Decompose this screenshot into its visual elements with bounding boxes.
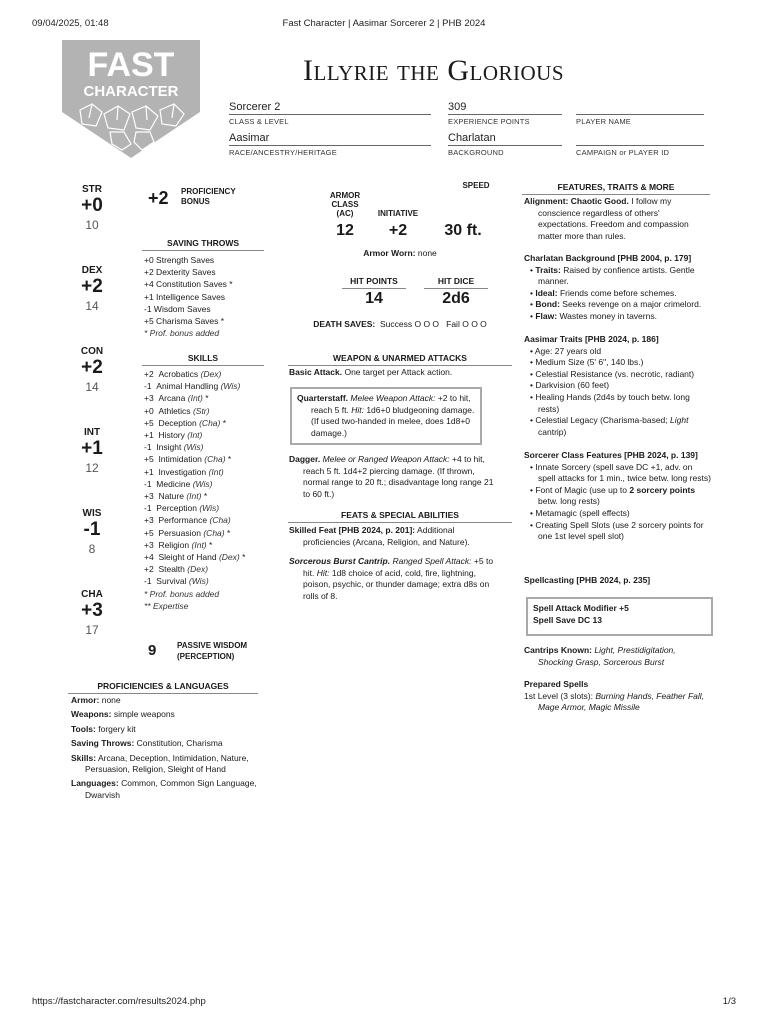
hit-points-value: 14 bbox=[365, 290, 383, 307]
bg-flaw: • Flaw: Wastes money in taverns. bbox=[530, 310, 657, 321]
saving-throws-heading: SAVING THROWS bbox=[142, 238, 264, 251]
proficiency-label-line: BONUS bbox=[181, 197, 210, 206]
print-header bbox=[32, 18, 736, 30]
xp-caption: EXPERIENCE POINTS bbox=[448, 117, 530, 126]
skill-item: +3 Religion (Int) * bbox=[144, 539, 213, 550]
saving-throws-list bbox=[144, 254, 264, 339]
speed-value: 30 ft. bbox=[444, 222, 482, 239]
saving-throw-item: +2 Dexterity Saves bbox=[144, 267, 216, 278]
aasimar-item: • Medium Size (5' 6", 140 lbs.) bbox=[530, 357, 644, 368]
skill-item: +3 Nature (Int) * bbox=[144, 491, 208, 502]
bg-traits: • Traits: Raised by confience artists. Gentle manner. bbox=[530, 264, 695, 287]
saving-throw-item: +5 Charisma Saves * bbox=[144, 316, 225, 327]
skill-item: +5 Deception (Cha) * bbox=[144, 417, 227, 428]
passive-value: 9 bbox=[148, 642, 157, 659]
skill-item: -1 Survival (Wis) bbox=[144, 576, 209, 587]
player-name-caption: PLAYER NAME bbox=[576, 117, 631, 126]
ability-score: 8 bbox=[88, 542, 96, 556]
spell-stats bbox=[533, 603, 703, 626]
page-number: 1/3 bbox=[722, 996, 736, 1007]
bullet-icon: • bbox=[530, 345, 533, 356]
ability-int bbox=[72, 427, 112, 475]
saving-throw-item: +0 Strength Saves bbox=[144, 255, 215, 265]
bg-ideal: • Ideal: Friends come before schemes. bbox=[530, 287, 677, 298]
bullet-icon: • bbox=[530, 415, 533, 426]
attacks-heading: WEAPON & UNARMED ATTACKS bbox=[288, 353, 512, 366]
ability-modifier: +0 bbox=[81, 195, 103, 216]
ability-modifier: +3 bbox=[81, 600, 103, 621]
initiative-label: INITIATIVE bbox=[377, 209, 419, 218]
proficiencies-heading: PROFICIENCIES & LANGUAGES bbox=[68, 681, 258, 694]
skill-item: -1 Perception (Wis) bbox=[144, 503, 220, 514]
ability-wis bbox=[72, 508, 112, 556]
death-saves-success-label: Success bbox=[379, 319, 413, 329]
ability-score: 14 bbox=[85, 380, 99, 394]
armor-class-label bbox=[320, 191, 370, 218]
skill-item: +5 Persuasion (Cha) * bbox=[144, 527, 231, 538]
ability-name: DEX bbox=[81, 265, 103, 276]
prof-saving-throws: Saving Throws: Constitution, Charisma bbox=[71, 738, 223, 749]
race-caption: RACE/ANCESTRY/HERITAGE bbox=[229, 148, 337, 157]
race-value: Aasimar bbox=[229, 132, 270, 144]
armor-worn-value: none bbox=[417, 248, 437, 258]
skill-item: +2 Stealth (Dex) bbox=[144, 564, 209, 575]
hit-points-label: HIT POINTS bbox=[342, 276, 406, 289]
ability-modifier: +2 bbox=[81, 276, 103, 297]
prof-armor: Armor: none bbox=[71, 695, 121, 705]
armor-class-label-line: CLASS bbox=[331, 200, 359, 209]
saving-throw-item: +4 Constitution Saves * bbox=[144, 279, 233, 290]
bullet-icon: • bbox=[530, 299, 533, 310]
bullet-icon: • bbox=[530, 310, 533, 321]
player-name-field bbox=[576, 100, 704, 126]
ability-score: 14 bbox=[85, 299, 99, 313]
document-title: Fast Character | Aasimar Sorcerer 2 | PHB 2024 bbox=[282, 18, 486, 29]
ability-modifier: +2 bbox=[81, 357, 103, 378]
background-field bbox=[448, 131, 562, 157]
features-heading: FEATURES, TRAITS & MORE bbox=[522, 182, 710, 195]
skill-item: -1 Medicine (Wis) bbox=[144, 478, 213, 489]
basic-attack: Basic Attack. One target per Attack action. bbox=[289, 367, 453, 377]
death-saves-fail-label: Fail bbox=[446, 319, 460, 329]
armor-worn-label: Armor Worn: bbox=[363, 248, 416, 258]
class-level-field bbox=[229, 100, 431, 126]
player-name-value bbox=[576, 100, 704, 114]
charlatan-title: Charlatan Background [PHB 2004, p. 179] bbox=[524, 253, 692, 263]
initiative-value: +2 bbox=[388, 222, 408, 239]
sorcerer-title: Sorcerer Class Features [PHB 2024, p. 139] bbox=[524, 450, 698, 460]
skill-item: +4 Sleight of Hand (Dex) * bbox=[144, 552, 246, 563]
bullet-icon: • bbox=[530, 264, 533, 275]
bg-bond: • Bond: Seeks revenge on a major crimelord. bbox=[530, 299, 702, 310]
aasimar-legacy: • Celestial Legacy (Charisma-based; Light cantrip) bbox=[530, 415, 689, 437]
skill-item: +2 Acrobatics (Dex) bbox=[144, 369, 222, 379]
prof-tools: Tools: forgery kit bbox=[71, 723, 136, 734]
passive-label-line: PASSIVE WISDOM bbox=[177, 641, 248, 650]
skill-item: -1 Animal Handling (Wis) bbox=[144, 381, 241, 392]
skills-heading: SKILLS bbox=[142, 353, 264, 366]
print-timestamp: 09/04/2025, 01:48 bbox=[32, 18, 109, 29]
alignment: Alignment: Chaotic Good. I follow my conscience regardless of others' expectations. Freedom and compassion matter more than rules. bbox=[524, 196, 689, 241]
level1-spells: 1st Level (3 slots): Burning Hands, Feather Fall, Mage Armor, Magic Missile bbox=[524, 690, 705, 713]
background-caption: BACKGROUND bbox=[448, 148, 504, 157]
prof-skills: Skills: Arcana, Deception, Intimidation, Nature, Persuasion, Religion, Sleight of Hand bbox=[71, 752, 249, 775]
bullet-icon: • bbox=[530, 287, 533, 298]
dagger-attack: Dagger. Melee or Ranged Weapon Attack: +4 to hit, reach 5 ft. 1d4+2 piercing damage. (If thrown, normal range to 20 ft.; disadvantage long range 21 to 60 ft.) bbox=[289, 454, 494, 499]
bullet-icon: • bbox=[530, 507, 533, 518]
ability-modifier: -1 bbox=[83, 519, 101, 540]
aasimar-item: • Darkvision (60 feet) bbox=[530, 380, 610, 391]
skill-item: -1 Insight (Wis) bbox=[144, 442, 204, 453]
print-footer bbox=[32, 996, 736, 1008]
ability-modifier: +1 bbox=[81, 438, 103, 459]
page-url: https://fastcharacter.com/results2024.php bbox=[32, 996, 206, 1007]
creating-spell-slots: • Creating Spell Slots (use 2 sorcery points for one 1st level spell slot) bbox=[530, 519, 704, 542]
proficiency-value: +2 bbox=[148, 188, 169, 208]
fail-circles[interactable]: O O O bbox=[462, 319, 487, 329]
proficiencies-list bbox=[71, 695, 257, 801]
aasimar-title: Aasimar Traits [PHB 2024, p. 186] bbox=[524, 334, 659, 344]
bullet-icon: • bbox=[530, 484, 533, 495]
skill-item: +1 History (Int) bbox=[144, 430, 203, 441]
sorcerer-features bbox=[524, 450, 712, 543]
hit-dice-label: HIT DICE bbox=[424, 276, 488, 289]
cantrips-known: Cantrips Known: Light, Prestidigitation, Shocking Grasp, Sorcerous Burst bbox=[524, 645, 676, 667]
passive-label bbox=[177, 641, 247, 662]
font-of-magic: • Font of Magic (use up to 2 sorcery points betw. long rests) bbox=[530, 484, 696, 507]
ability-name: WIS bbox=[82, 508, 102, 519]
saving-throw-item: -1 Wisdom Saves bbox=[144, 303, 211, 314]
logo-character-text: CHARACTER bbox=[83, 83, 179, 100]
campaign-field bbox=[576, 131, 704, 157]
prepared-spells bbox=[524, 679, 710, 714]
xp-field bbox=[448, 100, 562, 126]
bullet-icon: • bbox=[530, 368, 533, 379]
xp-value: 309 bbox=[448, 101, 467, 113]
success-circles[interactable]: O O O bbox=[414, 319, 440, 329]
bullet-icon: • bbox=[530, 461, 533, 472]
skill-item: +1 Investigation (Int) bbox=[144, 466, 224, 477]
armor-class-label-line: ARMOR bbox=[329, 191, 361, 200]
campaign-caption: CAMPAIGN or PLAYER ID bbox=[576, 148, 670, 157]
race-field bbox=[229, 131, 431, 157]
skills-list bbox=[144, 368, 274, 612]
prof-weapons: Weapons: simple weapons bbox=[71, 709, 175, 720]
fast-character-logo bbox=[62, 40, 200, 158]
passive-label-line: (PERCEPTION) bbox=[177, 651, 235, 661]
bullet-icon: • bbox=[530, 357, 533, 368]
skill-item: +0 Athletics (Str) bbox=[144, 405, 210, 416]
skills-note: * Prof. bonus added bbox=[144, 588, 220, 599]
skills-expertise-note: ** Expertise bbox=[144, 600, 189, 611]
background-value: Charlatan bbox=[448, 132, 496, 144]
logo-fast-text: FAST bbox=[87, 46, 175, 84]
ability-dex bbox=[72, 265, 112, 313]
death-saves-label: DEATH SAVES: bbox=[313, 319, 376, 329]
skilled-feat: Skilled Feat [PHB 2024, p. 201]: Additional proficiencies (Arcana, Religion, and Nature). bbox=[289, 525, 470, 547]
bullet-icon: • bbox=[530, 519, 533, 530]
ability-con bbox=[72, 346, 112, 394]
spellcasting-title: Spellcasting [PHB 2024, p. 235] bbox=[524, 575, 651, 585]
prof-languages: Languages: Common, Common Sign Language, Dwarvish bbox=[71, 778, 257, 800]
spell-save-dc: Spell Save DC 13 bbox=[533, 614, 603, 625]
proficiency-label bbox=[181, 187, 251, 207]
hit-dice-value: 2d6 bbox=[442, 290, 470, 307]
sorcerer-item: • Innate Sorcery (spell save DC +1, adv. on spell attacks for 1 min., twice betw. long rests) bbox=[530, 461, 711, 484]
aasimar-item: • Celestial Resistance (vs. necrotic, radiant) bbox=[530, 368, 695, 379]
saving-throw-item: +1 Intelligence Saves bbox=[144, 291, 226, 302]
ability-str bbox=[72, 184, 112, 232]
skill-item: +3 Performance (Cha) bbox=[144, 515, 231, 526]
spell-attack-modifier: Spell Attack Modifier +5 bbox=[533, 603, 629, 613]
bullet-icon: • bbox=[530, 380, 533, 391]
ability-score: 17 bbox=[85, 623, 99, 637]
skill-item: +3 Arcana (Int) * bbox=[144, 393, 209, 404]
skill-item: +5 Intimidation (Cha) * bbox=[144, 454, 232, 465]
metamagic: • Metamagic (spell effects) bbox=[530, 507, 630, 518]
sorcerous-burst: Sorcerous Burst Cantrip. Ranged Spell Attack: +5 to hit. Hit: 1d8 choice of acid, cold, fire, lightning, poison, psychic, or thunder damage; extra d8s on rolls of 8. bbox=[289, 556, 494, 601]
feats-heading: FEATS & SPECIAL ABILITIES bbox=[288, 510, 512, 523]
speed-label: SPEED bbox=[462, 181, 490, 190]
ability-score: 10 bbox=[85, 218, 99, 232]
proficiency-label-line: PROFICIENCY bbox=[181, 187, 236, 196]
charlatan-background bbox=[524, 253, 710, 323]
aasimar-traits bbox=[524, 334, 710, 438]
death-saves bbox=[290, 319, 510, 331]
saving-throw-note: * Prof. bonus added bbox=[144, 328, 220, 339]
armor-worn bbox=[290, 248, 510, 260]
class-level-caption: CLASS & LEVEL bbox=[229, 117, 289, 126]
prepared-title: Prepared Spells bbox=[524, 679, 589, 689]
armor-class-label-line: (AC) bbox=[336, 209, 354, 218]
class-level-value: Sorcerer 2 bbox=[229, 101, 281, 113]
ability-name: CON bbox=[80, 346, 104, 357]
ability-score: 12 bbox=[85, 461, 99, 475]
bullet-icon: • bbox=[530, 391, 533, 402]
quarterstaff-attack: Quarterstaff. Melee Weapon Attack: +2 to hit, reach 5 ft. Hit: 1d6+0 bludgeoning damage. (If used two-handed in melee, does 1d8+0 damage.) bbox=[297, 393, 475, 438]
ability-cha bbox=[72, 589, 112, 637]
ability-name: STR bbox=[82, 184, 102, 195]
ability-name: CHA bbox=[81, 589, 103, 600]
ability-name: INT bbox=[83, 427, 101, 438]
character-name: Illyrie the Glorious bbox=[303, 54, 565, 87]
aasimar-item: • Healing Hands (2d4s by touch betw. long rests) bbox=[530, 391, 690, 414]
armor-class-value: 12 bbox=[336, 222, 354, 239]
aasimar-item: • Age: 27 years old bbox=[530, 345, 602, 356]
campaign-value bbox=[576, 131, 704, 145]
